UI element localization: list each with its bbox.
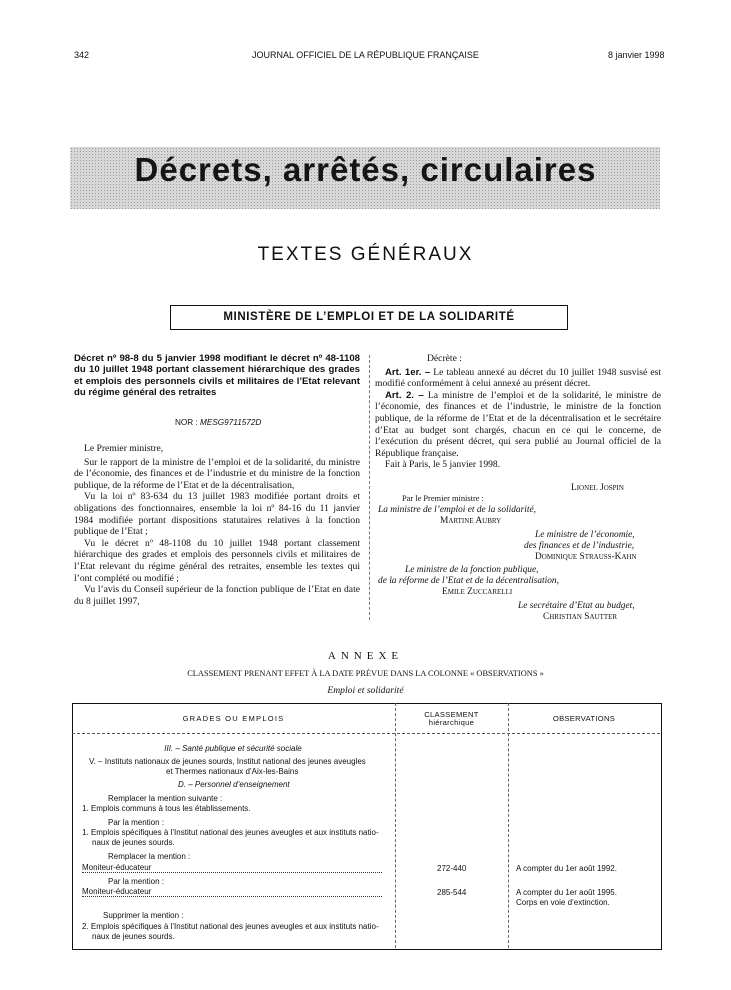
min-eco-name: Dominique Strauss-Kahn	[535, 552, 637, 562]
table-row-label: Moniteur-éducateur	[82, 887, 152, 896]
col-header-observations: OBSERVATIONS	[552, 714, 616, 723]
table-row-classement: 285-544	[437, 888, 467, 897]
table-row-classement: 272-440	[437, 864, 467, 873]
col-header-classement: CLASSEMENT	[424, 710, 479, 719]
article-2-text: La ministre de l’emploi et de la solidarité, le ministre de l’économie, des finances et de l’industrie, le ministre de la fonction publique, de la réforme de l’Etat et de la décentralisation et le secrétaire d’Etat au budget sont chargés, chacun en ce qui le concerne, de l’exécution du présent décret, qui sera publié au Journal officiel de la République française.	[375, 389, 662, 459]
table-row-heading: D. – Personnel d’enseignement	[178, 780, 290, 789]
table-row: 2. Emplois spécifiques à l’Institut national des jeunes aveugles et aux instituts natio-	[82, 922, 379, 931]
table-row-observation: Corps en voie d’extinction.	[516, 898, 610, 907]
col-header-grades: GRADES OU EMPLOIS	[182, 714, 285, 723]
pm-signature: Lionel Jospin	[571, 483, 624, 493]
table-row: Remplacer la mention :	[108, 852, 191, 861]
min-emploi-title: La ministre de l’emploi et de la solidarité,	[378, 505, 536, 515]
preamble-paragraph: Sur le rapport de la ministre de l’emploi et de la solidarité, du ministre de l’économie, des finances et de l’industrie et du ministre de la fonction publique, de la réforme de l’Etat et de la décentralisation,	[74, 456, 360, 491]
table-row-label: Moniteur-éducateur	[82, 863, 152, 872]
table-row: 1. Emplois communs à tous les établissements.	[82, 804, 251, 813]
annexe-subtitle: CLASSEMENT PRENANT EFFET À LA DATE PRÉVUE DANS LA COLONNE « OBSERVATIONS »	[187, 669, 544, 678]
min-eco-title: des finances et de l’industrie,	[524, 541, 635, 551]
article-1-text: Le tableau annexé au décret du 10 juillet 1948 susvisé est modifié conformément à celui annexé au présent décret.	[375, 366, 661, 390]
par-pm: Par le Premier ministre :	[402, 494, 484, 503]
table-row-heading: et Thermes nationaux d’Aix-les-Bains	[166, 767, 299, 776]
table-row: Par la mention :	[108, 818, 165, 827]
preamble-paragraph: Vu la loi nº 83-634 du 13 juillet 1983 modifiée portant droits et obligations des fonctionnaires, ensemble la loi nº 84-16 du 11 janvier 1984 modifiée portant dispositions statutaires relatives à la fonction publique de l’Etat ;	[74, 491, 360, 538]
table-row: 1. Emplois spécifiques à l’Institut national des jeunes aveugles et aux instituts natio-	[82, 828, 379, 837]
table-row: naux de jeunes sourds.	[92, 838, 175, 847]
preamble-paragraph: Le Premier ministre,	[84, 443, 164, 454]
preamble-paragraph: Vu le décret nº 48-1108 du 10 juillet 1948 portant classement hiérarchique des grades et emplois des personnels civils et militaires de l’Etat relevant du régime général des retraites, ensemble les textes qui l’ont complété ou modifié ;	[74, 537, 360, 584]
decrete-line: Décrète :	[427, 353, 462, 364]
fait-line: Fait à Paris, le 5 janvier 1998.	[385, 459, 501, 471]
ministry-heading: MINISTÈRE DE L’EMPLOI ET DE LA SOLIDARITÉ	[170, 305, 568, 330]
sec-budget-title: Le secrétaire d’Etat au budget,	[518, 601, 635, 611]
issue-date: 8 janvier 1998	[608, 50, 665, 60]
decree-articles	[375, 353, 661, 471]
min-fp-name: Emile Zuccarelli	[442, 587, 513, 597]
annexe-title: ANNEXE	[327, 650, 404, 662]
nor-code: MESG9711572D	[200, 418, 262, 427]
nor-reference	[175, 418, 261, 427]
page-number: 342	[74, 50, 90, 60]
banner-title: Décrets, arrêtés, circulaires	[134, 151, 597, 188]
min-fp-title: de la réforme de l’Etat et de la décentralisation,	[378, 576, 559, 586]
table-row-observation: A compter du 1er août 1995.	[516, 888, 617, 897]
journal-title: JOURNAL OFFICIEL DE LA RÉPUBLIQUE FRANÇAISE	[252, 50, 479, 60]
min-fp-title: Le ministre de la fonction publique,	[405, 565, 539, 575]
preamble-paragraph: Vu l’avis du Conseil supérieur de la fonction publique de l’Etat en date du 8 juillet 1997,	[74, 584, 360, 607]
table-column-rule	[395, 703, 396, 948]
table-row: Supprimer la mention :	[103, 911, 184, 920]
nor-label: NOR :	[175, 418, 198, 427]
article-1-label: Art. 1er. –	[385, 366, 431, 378]
table-row-heading: V. – Instituts nationaux de jeunes sourds, Institut national des jeunes aveugles	[89, 757, 366, 766]
decree-title: Décret nº 98-8 du 5 janvier 1998 modifiant le décret nº 48-1108 du 10 juillet 1948 portant classement hiérarchique des grades et emplois des personnels civils et militaires de l’Etat relevant du régime général des retraites	[74, 353, 360, 399]
table-header-rule	[72, 733, 660, 734]
table-row-heading: III. – Santé publique et sécurité sociale	[164, 744, 302, 753]
table-column-rule	[508, 703, 509, 948]
table-row-observation: A compter du 1er août 1992.	[516, 864, 617, 873]
section-title: TEXTES GÉNÉRAUX	[257, 244, 474, 265]
decree-preamble	[74, 443, 360, 607]
col-header-classement-sub: hiérarchique	[428, 718, 475, 727]
annexe-category: Emploi et solidarité	[327, 685, 404, 696]
sec-budget-name: Christian Sautter	[543, 612, 618, 622]
min-emploi-name: Martine Aubry	[440, 516, 502, 526]
column-divider	[369, 355, 370, 620]
article-2	[375, 390, 661, 460]
table-row: Remplacer la mention suivante :	[108, 794, 223, 803]
min-eco-title: Le ministre de l’économie,	[535, 530, 635, 540]
table-row: Par la mention :	[108, 877, 165, 886]
table-row: naux de jeunes sourds.	[92, 932, 175, 941]
article-2-label: Art. 2. –	[385, 389, 424, 401]
article-1	[375, 367, 661, 390]
